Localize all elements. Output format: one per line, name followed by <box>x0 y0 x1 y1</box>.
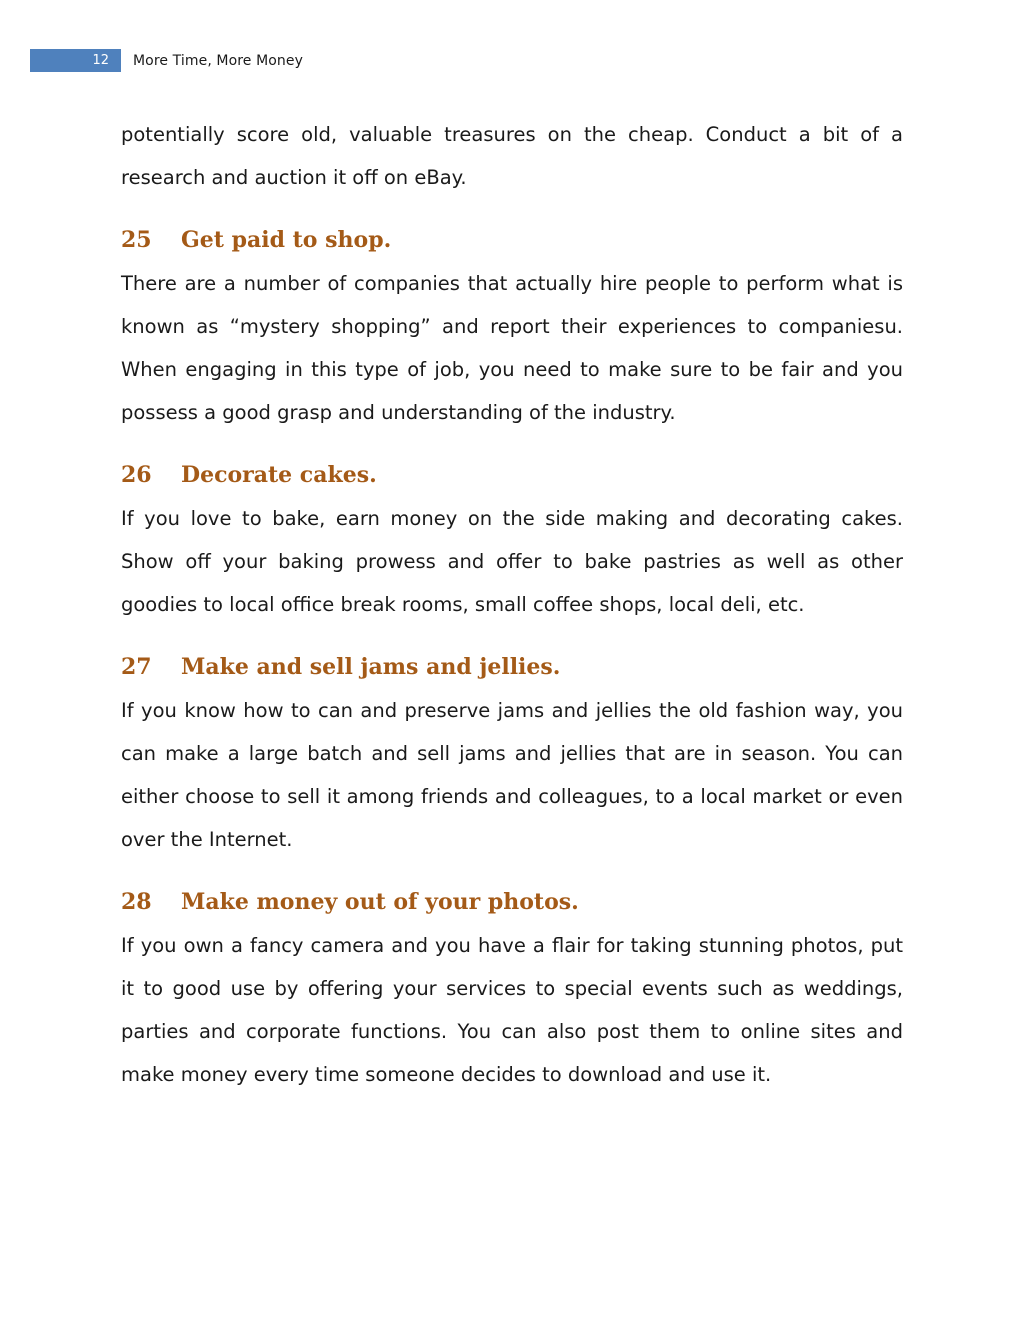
section-body: If you know how to can and preserve jams and jellies the old fashion way, you can make a large batch and sell jams and jellies that are in season. You can either choose to sell it among friends and colleagues, to a local market or even over the Internet. <box>121 699 903 851</box>
section-heading <box>121 218 903 262</box>
section-25 <box>121 218 903 434</box>
page-content <box>121 113 903 1096</box>
section-heading <box>121 880 903 924</box>
section-title: Decorate cakes. <box>181 462 377 488</box>
section-heading <box>121 645 903 689</box>
section-number: 27 <box>121 654 152 680</box>
page-number-badge <box>30 49 121 72</box>
section-body: There are a number of companies that actually hire people to perform what is known as “mystery shopping” and report their experiences to companiesu. When engaging in this type of job, you need to make sure to be fair and you possess a good grasp and understanding of the industry. <box>121 272 903 424</box>
section-27 <box>121 645 903 861</box>
section-body: If you love to bake, earn money on the side making and decorating cakes. Show off your baking prowess and offer to bake pastries as well as other goodies to local office break rooms, small coffee shops, local deli, etc. <box>121 507 903 616</box>
section-body: If you own a fancy camera and you have a flair for taking stunning photos, put it to good use by offering your services to special events such as weddings, parties and corporate functions. You can also post them to online sites and make money every time someone decides to download and use it. <box>121 934 903 1086</box>
section-number: 28 <box>121 889 152 915</box>
running-title: More Time, More Money <box>133 52 303 69</box>
section-title: Make money out of your photos. <box>181 889 579 915</box>
section-title: Get paid to shop. <box>181 227 392 253</box>
intro-paragraph: potentially score old, valuable treasures on the cheap. Conduct a bit of a research and auction it off on eBay. <box>121 123 903 189</box>
section-26 <box>121 453 903 626</box>
section-title: Make and sell jams and jellies. <box>181 654 561 680</box>
page-header <box>30 49 303 72</box>
section-number: 26 <box>121 462 152 488</box>
page-number: 12 <box>92 53 109 68</box>
section-number: 25 <box>121 227 152 253</box>
section-28 <box>121 880 903 1096</box>
section-heading <box>121 453 903 497</box>
